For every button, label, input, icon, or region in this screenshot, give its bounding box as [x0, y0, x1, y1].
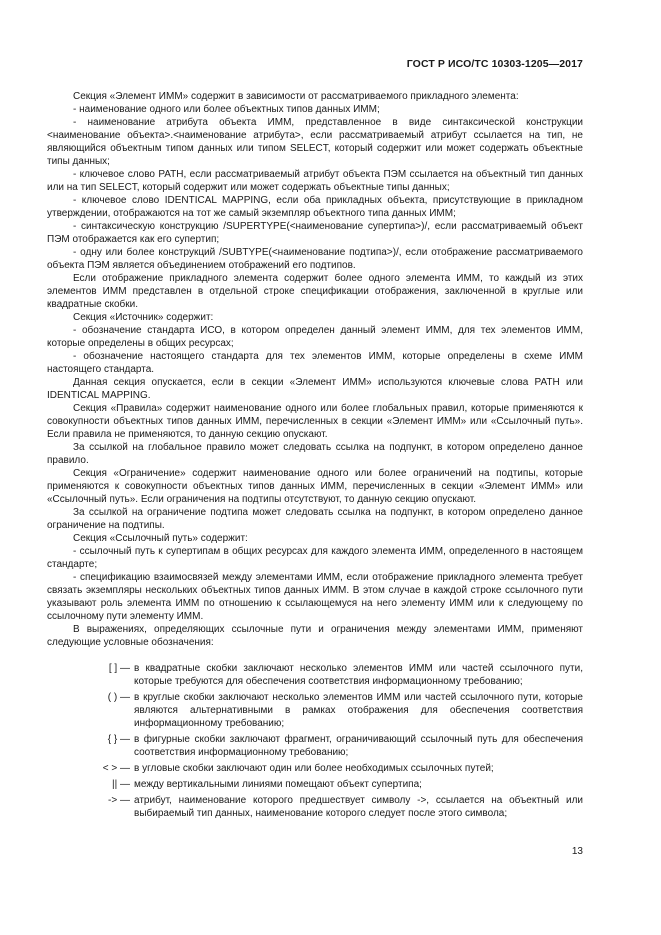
paragraph: Секция «Правила» содержит наименование одного или более глобальных правил, которые применяются к совокупности объектных типов данных ИММ, перечисленных в секции «Элемент ИММ» или «Ссылочный путь». Если правила не применяются, то данную секцию опускают. — [47, 403, 583, 440]
list-item: - обозначение стандарта ИСО, в котором определен данный элемент ИММ, для тех элементов ИММ, которые определены в общих ресурсах; — [47, 325, 583, 349]
list-item: - одну или более конструкций /SUBTYPE(<наименование подтипа>)/, если отображение рассматриваемого объекта ПЭМ является объединением отображений его подтипов. — [47, 247, 583, 271]
notation-description: в круглые скобки заключают несколько элементов ИММ или частей ссылочного пути, которые являются альтернативными в рамках отображения для обеспечения соответствия информационному требованию; — [134, 692, 583, 729]
notation-description: в квадратные скобки заключают несколько элементов ИММ или частей ссылочного пути, которые требуются для обеспечения соответствия информационному требованию; — [134, 663, 583, 687]
list-item: - ссылочный путь к супертипам в общих ресурсах для каждого элемента ИММ, определенного в настоящем стандарте; — [47, 546, 583, 570]
standard-header: ГОСТ Р ИСО/ТС 10303-1205—2017 — [406, 58, 583, 70]
list-item: - наименование одного или более объектных типов данных ИММ; — [73, 104, 380, 115]
paragraph-list — [47, 90, 583, 649]
page-number: 13 — [571, 846, 583, 857]
notation-item — [47, 778, 583, 791]
paragraph: Секция «Ограничение» содержит наименование одного или более ограничений на подтипы, которые применяются к совокупности объектных типов данных ИММ, перечисленных в секции «Элемент ИММ» или «Ссылочный путь». Если ограничения на подтипы отсутствуют, то данную секцию опускают. — [47, 468, 583, 505]
paragraph: Секция «Элемент ИММ» содержит в зависимости от рассматриваемого прикладного элемента: — [73, 91, 519, 102]
list-item: - ключевое слово PATH, если рассматриваемый атрибут объекта ПЭМ ссылается на объектный тип данных или на тип SELECT, который содержит или может содержать объектные типы данных; — [47, 169, 583, 193]
list-item: - наименование атрибута объекта ИММ, представленное в виде синтаксической конструкции <наименование объекта>.<наименование атрибута>, если рассматриваемый атрибут ссылается на тип, не являющийся объектным типом данных или типом SELECT, который содержит или может содержать объектные типы данных; — [47, 117, 583, 167]
notation-item — [47, 733, 583, 759]
paragraph: За ссылкой на глобальное правило может следовать ссылка на подпункт, в котором определено данное правило. — [47, 442, 583, 466]
paragraph: Секция «Ссылочный путь» содержит: — [73, 533, 248, 544]
notation-item — [47, 691, 583, 730]
list-item: - обозначение настоящего стандарта для тех элементов ИММ, которые определены в схеме ИММ настоящего стандарта. — [47, 351, 583, 375]
notation-item — [47, 794, 583, 820]
notation-list — [47, 662, 583, 820]
notation-symbol: { } — — [107, 734, 130, 745]
notation-item — [47, 762, 583, 775]
notation-description: в фигурные скобки заключают фрагмент, ограничивающий ссылочный путь для обеспечения соответствия информационному требованию; — [134, 734, 583, 758]
notation-item — [47, 662, 583, 688]
notation-symbol: -> — — [108, 795, 130, 806]
paragraph: Данная секция опускается, если в секции «Элемент ИММ» используются ключевые слова PATH или IDENTICAL MAPPING. — [47, 377, 583, 401]
paragraph: Если отображение прикладного элемента содержит более одного элемента ИММ, то каждый из этих элементов ИММ представлен в отдельной строке спецификации отображения, заключенной в круглые или квадратные скобки. — [47, 273, 583, 310]
notation-symbol: ( ) — — [107, 692, 130, 703]
list-item: - спецификацию взаимосвязей между элементами ИММ, если отображение прикладного элемента требует связать экземпляры нескольких объектных типов данных ИММ. В этом случае в каждой строке ссылочного пути указывают роль элемента ИММ по отношению к ссылающемуся на него элементу ИММ или к следующему по ссылочному пути элементу ИММ. — [47, 572, 583, 622]
notation-description: в угловые скобки заключают один или более необходимых ссылочных путей; — [134, 763, 494, 774]
notation-symbol: < > — — [102, 763, 130, 774]
notation-description: между вертикальными линиями помещают объект супертипа; — [134, 779, 422, 790]
paragraph: В выражениях, определяющих ссылочные пути и ограничения между элементами ИММ, применяют следующие условные обозначения: — [47, 624, 583, 648]
notation-description: атрибут, наименование которого предшествует символу ->, ссылается на объектный или выбираемый тип данных, наименование которого следует после этого символа; — [134, 795, 583, 819]
list-item: - синтаксическую конструкцию /SUPERTYPE(<наименование супертипа>)/, если рассматриваемый объект ПЭМ отображается как его супертип; — [47, 221, 583, 245]
paragraph: За ссылкой на ограничение подтипа может следовать ссылка на подпункт, в котором определено данное ограничение на подтипы. — [47, 507, 583, 531]
notation-symbol: || — — [112, 779, 130, 790]
paragraph: Секция «Источник» содержит: — [73, 312, 214, 323]
notation-symbol: [ ] — — [108, 663, 130, 674]
body-text — [47, 90, 583, 823]
list-item: - ключевое слово IDENTICAL MAPPING, если оба прикладных объекта, присутствующие в прикладном утверждении, отображаются на тот же самый экземпляр объектного типа данных ИММ; — [47, 195, 583, 219]
